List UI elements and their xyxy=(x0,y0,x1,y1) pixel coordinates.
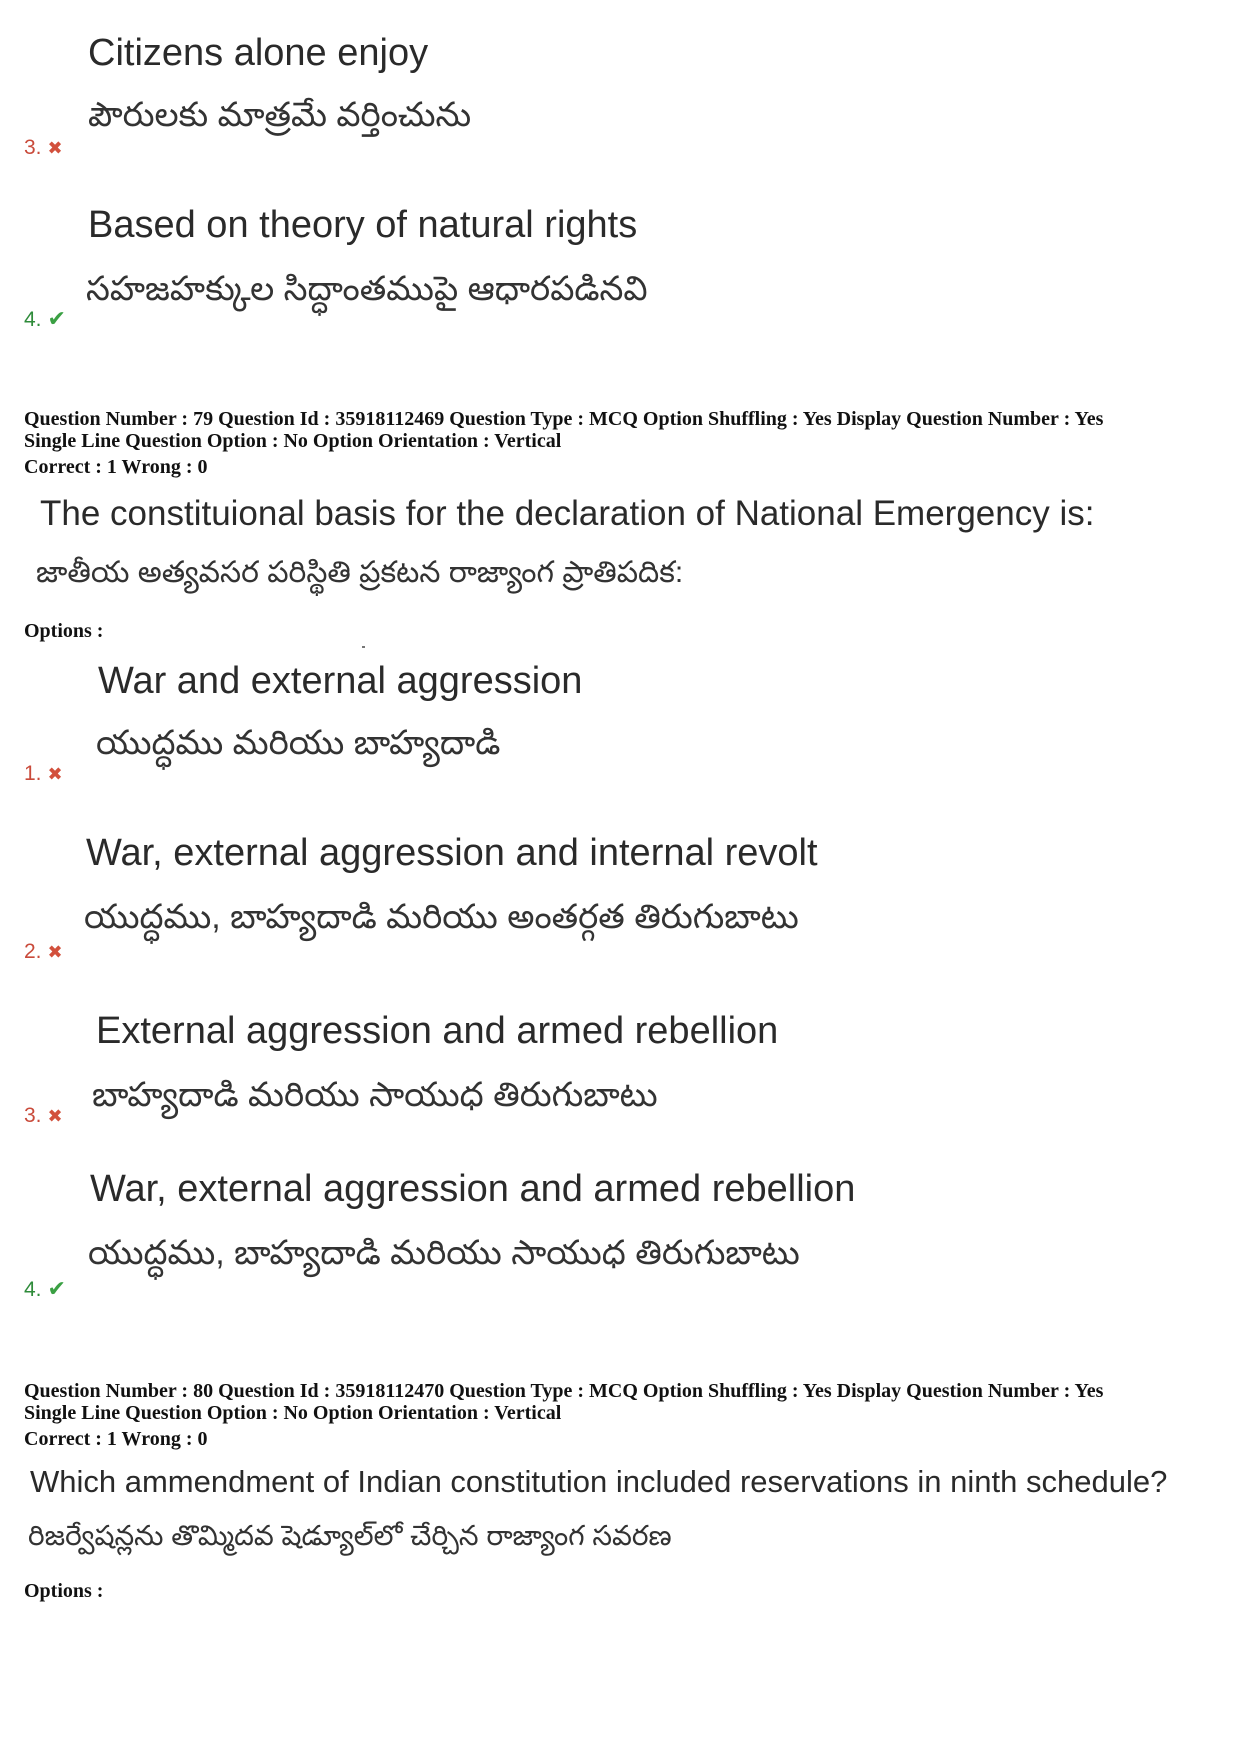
question-80-meta xyxy=(24,1380,1103,1424)
stray-dot xyxy=(362,646,365,648)
option-4-english: Based on theory of natural rights xyxy=(88,204,638,246)
q79-option-3-english: External aggression and armed rebellion xyxy=(96,1010,779,1052)
q79-option-2-marker xyxy=(24,940,63,964)
cross-mark-icon: ✖ xyxy=(47,138,63,158)
question-meta-line2: Single Line Question Option : No Option Orientation : Vertical xyxy=(24,430,562,452)
q79-option-4-english: War, external aggression and armed rebellion xyxy=(90,1168,856,1210)
question-meta-line1: Question Number : 79 Question Id : 35918112469 Question Type : MCQ Option Shuffling : Yes Display Question Number : Yes xyxy=(24,408,1104,430)
option-number: 3. xyxy=(24,136,42,159)
question-79-meta xyxy=(24,408,1103,452)
cross-mark-icon: ✖ xyxy=(47,942,63,962)
question-80-telugu: రిజర్వేషన్లను తొమ్మిదవ షెడ్యూల్‌లో చేర్చిన రాజ్యాంగ సవరణ xyxy=(28,1520,672,1551)
option-number: 2. xyxy=(24,940,42,963)
option-number: 1. xyxy=(24,762,42,785)
q79-option-3-marker xyxy=(24,1104,63,1128)
question-79-telugu: జాతీయ అత్యవసర పరిస్థితి ప్రకటన రాజ్యాంగ ప్రాతిపదిక: xyxy=(36,556,684,589)
q79-option-4-marker xyxy=(24,1276,66,1302)
question-80-english: Which ammendment of Indian constitution included reservations in ninth schedule? xyxy=(30,1464,1168,1499)
q79-option-1-english: War and external aggression xyxy=(98,660,583,702)
cross-mark-icon: ✖ xyxy=(47,1106,63,1126)
option-3-english: Citizens alone enjoy xyxy=(88,32,429,74)
option-3-marker xyxy=(24,136,63,160)
question-79-english: The constituional basis for the declaration of National Emergency is: xyxy=(40,494,1095,533)
options-label: Options : xyxy=(24,1580,104,1602)
question-79-marks: Correct : 1 Wrong : 0 xyxy=(24,456,208,478)
q79-option-2-telugu: యుద్ధము, బాహ్యదాడి మరియు అంతర్గత తిరుగుబాటు xyxy=(84,898,799,936)
question-meta-line1: Question Number : 80 Question Id : 35918112470 Question Type : MCQ Option Shuffling : Yes Display Question Number : Yes xyxy=(24,1380,1104,1402)
option-4-marker xyxy=(24,306,66,332)
option-number: 3. xyxy=(24,1104,42,1127)
option-number: 4. xyxy=(24,1278,42,1301)
option-3-telugu: పౌరులకు మాత్రమే వర్తించును xyxy=(88,96,472,134)
option-4-telugu: సహజహక్కుల సిద్ధాంతముపై ఆధారపడినవి xyxy=(86,270,648,308)
q79-option-2-english: War, external aggression and internal revolt xyxy=(86,832,818,874)
q79-option-1-telugu: యుద్ధము మరియు బాహ్యదాడి xyxy=(96,724,501,762)
q79-option-3-telugu: బాహ్యదాడి మరియు సాయుధ తిరుగుబాటు xyxy=(92,1076,658,1114)
q79-option-1-marker xyxy=(24,762,63,786)
question-meta-line2: Single Line Question Option : No Option Orientation : Vertical xyxy=(24,1402,562,1424)
check-mark-icon: ✔ xyxy=(47,1276,66,1301)
cross-mark-icon: ✖ xyxy=(47,764,63,784)
options-label: Options : xyxy=(24,620,104,642)
option-number: 4. xyxy=(24,308,42,331)
q79-option-4-telugu: యుద్ధము, బాహ్యదాడి మరియు సాయుధ తిరుగుబాటు xyxy=(88,1234,800,1272)
question-80-marks: Correct : 1 Wrong : 0 xyxy=(24,1428,208,1450)
check-mark-icon: ✔ xyxy=(47,306,66,331)
